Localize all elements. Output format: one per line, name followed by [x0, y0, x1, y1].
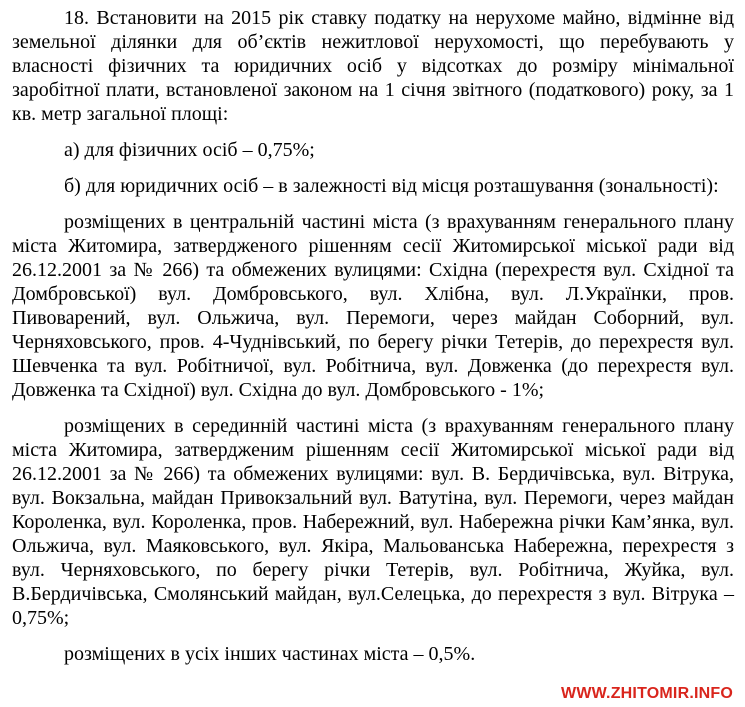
- paragraph-18-intro: 18. Встановити на 2015 рік ставку податку на нерухоме майно, відмінне від земельної ділянки для об’єктів нежитлової нерухомості, що перебувають у власності фізичних та юридичних осіб у відсотках до розміру мінімальної заробітної плати, встановленої законом на 1 січня звітного (податкового) року, за 1 кв. метр загальної площі:: [12, 7, 734, 125]
- site-watermark: WWW.ZHITOMIR.INFO: [561, 685, 733, 702]
- paragraph-middle-zone: розміщених в серединній частині міста (з врахуванням генерального плану міста Житомира, затвердженим рішенням сесії Житомирської міської ради від 26.12.2001 за № 266) та обмежених вулицями: вул. В. Бердичівська, вул. Вітрука, вул. Вокзальна, майдан Привокзальний вул. Ватутіна, вул. Перемоги, через майдан Короленка, вул. Короленка, пров. Набережний, вул. Набережна річки Кам’янка, вул. Ольжича, вул. Маяковського, вул. Якіра, Мальованська Набережна, перехрестя з вул. Черняховського, по берегу річки Тетерів, вул. Робітнича, Жуйка, вул. В.Бердичівська, Смолянський майдан, вул.Селецька, до перехрестя з вул. Вітрука – 0,75%;: [12, 415, 734, 629]
- paragraph-item-a: а) для фізичних осіб – 0,75%;: [64, 139, 315, 161]
- paragraph-item-b: б) для юридичних осіб – в залежності від місця розташування (зональності):: [64, 175, 719, 197]
- paragraph-other-zones: розміщених в усіх інших частинах міста – 0,5%.: [64, 643, 476, 665]
- document-body: [12, 6, 734, 666]
- paragraph-central-zone: розміщених в центральній частині міста (з врахуванням генерального плану міста Житомира, затвердженого рішенням сесії Житомирської міської ради від 26.12.2001 за № 266) та обмежених вулицями: Східна (перехрестя вул. Східної та Домбровської) вул. Домбровського, вул. Хлібна, вул. Л.Українки, пров. Пивоварений, вул. Ольжича, вул. Перемоги, через майдан Соборний, вул. Черняховського, пров. 4-Чуднівський, по берегу річки Тетерів, до перехрестя вул. Шевченка та вул. Робітничої, вул. Робітнича, вул. Довженка (до перехрестя вул. Довженка та Східної) вул. Східна до вул. Домбровського - 1%;: [12, 211, 734, 401]
